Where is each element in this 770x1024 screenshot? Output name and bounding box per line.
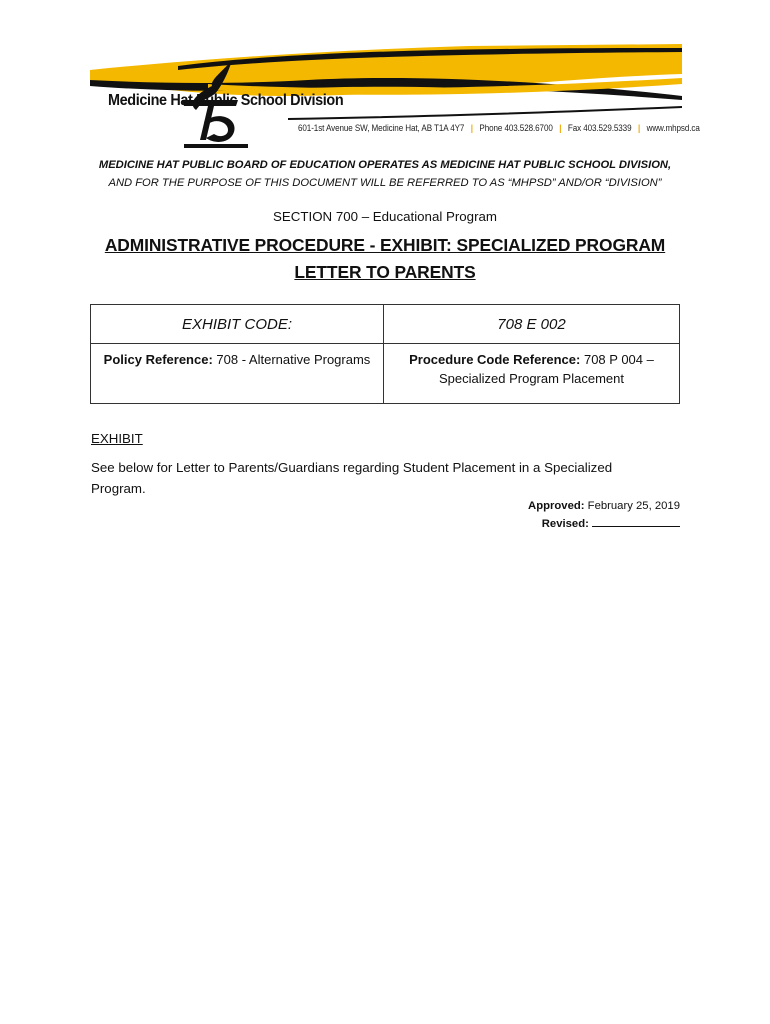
website: www.mhpsd.ca <box>646 122 700 133</box>
document-title-line-1: ADMINISTRATIVE PROCEDURE - EXHIBIT: SPECIALIZED PROGRAM <box>104 235 666 255</box>
address: 601-1st Avenue SW, Medicine Hat, AB T1A 4Y7 <box>298 122 465 133</box>
procedure-reference-cell <box>384 344 680 404</box>
procedure-reference-value-line-2: Specialized Program Placement <box>439 371 624 386</box>
letterhead <box>88 44 700 152</box>
policy-reference-label: Policy Reference: <box>103 352 213 367</box>
separator: | <box>559 122 562 133</box>
approval-block <box>528 497 680 533</box>
board-notice <box>40 156 730 192</box>
exhibit-info-table <box>90 304 680 404</box>
organization-name: Medicine Hat Public School Division <box>108 92 344 109</box>
board-notice-line-2: AND FOR THE PURPOSE OF THIS DOCUMENT WILL BE REFERRED TO AS “MHPSD” AND/OR “DIVISION” <box>108 177 662 189</box>
approved-line <box>528 497 680 515</box>
fax: Fax 403.529.5339 <box>567 122 632 133</box>
exhibit-heading: EXHIBIT <box>91 431 143 446</box>
table-row <box>91 305 680 344</box>
separator: | <box>637 122 641 133</box>
document-title-line-2: LETTER TO PARENTS <box>294 262 476 282</box>
policy-reference-cell <box>91 344 384 404</box>
procedure-reference-value: 708 P 004 – <box>580 352 654 367</box>
procedure-reference-label: Procedure Code Reference: <box>409 352 581 367</box>
document-title <box>60 232 710 286</box>
revised-blank-line <box>592 515 680 527</box>
exhibit-code-value: 708 E 002 <box>384 305 680 344</box>
contact-line <box>298 122 700 133</box>
approved-label: Approved: <box>528 500 585 512</box>
revised-label: Revised: <box>541 518 592 530</box>
phone: Phone 403.528.6700 <box>479 122 553 133</box>
revised-line <box>528 515 680 533</box>
policy-reference-value: 708 - Alternative Programs <box>212 352 371 367</box>
approved-date: February 25, 2019 <box>584 500 680 512</box>
exhibit-text: See below for Letter to Parents/Guardians regarding Student Placement in a Specialized Program. <box>91 460 613 496</box>
exhibit-code-label: EXHIBIT CODE: <box>91 305 384 344</box>
table-row <box>91 344 680 404</box>
section-heading: SECTION 700 – Educational Program <box>273 209 497 224</box>
separator: | <box>470 122 473 133</box>
board-notice-line-1: MEDICINE HAT PUBLIC BOARD OF EDUCATION OPERATES AS MEDICINE HAT PUBLIC SCHOOL DIVISION, <box>98 159 672 171</box>
